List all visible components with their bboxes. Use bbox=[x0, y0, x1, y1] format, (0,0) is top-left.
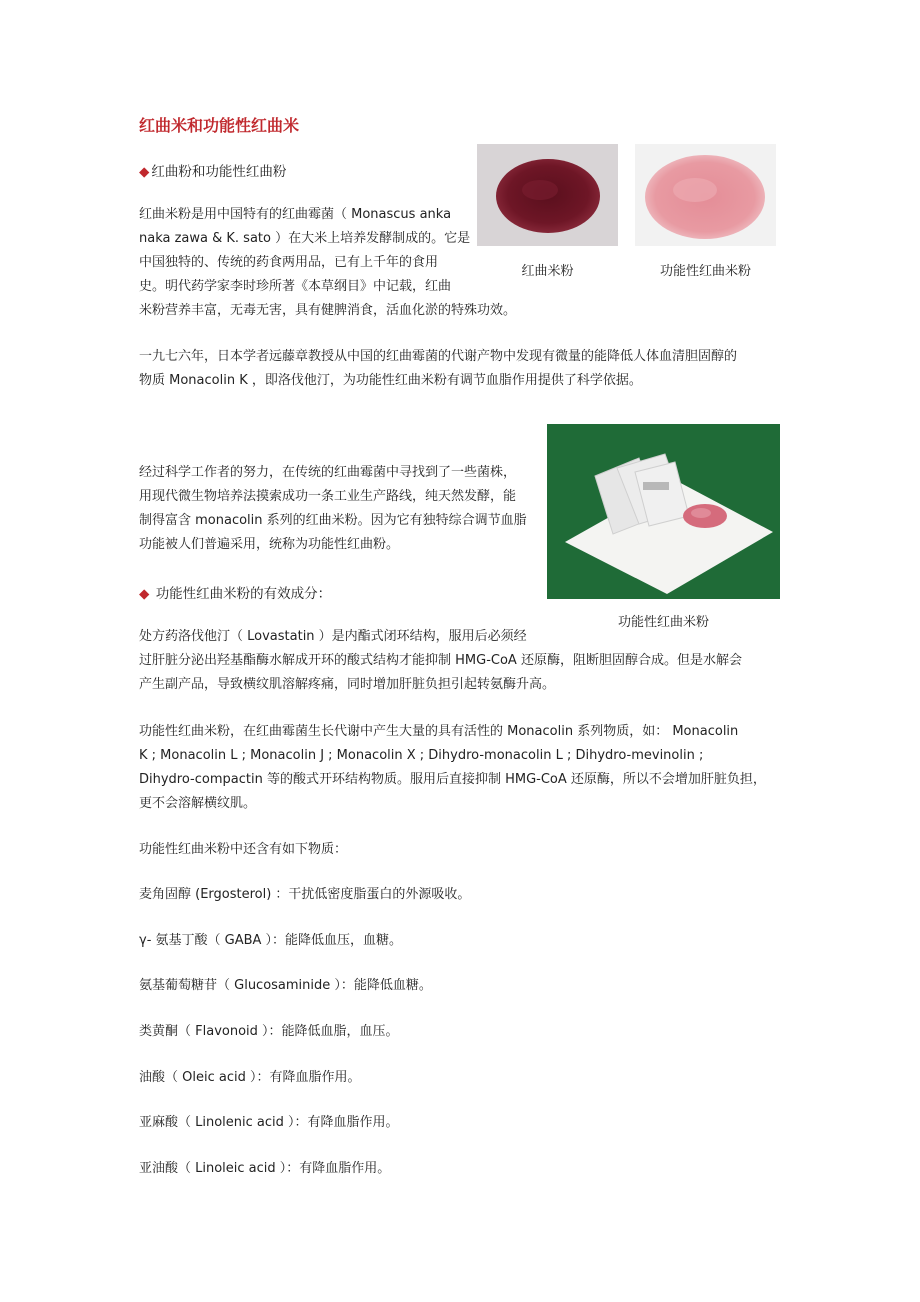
text-line: 功能被人们普遍采用，统称为功能性红曲粉。 bbox=[139, 537, 400, 552]
text-line: 处方药洛伐他汀（ Lovastatin ）是内酯式闭环结构，服用后必须经 bbox=[139, 629, 527, 644]
substance-item: 亚油酸（ Linoleic acid ）：有降血脂作用。 bbox=[139, 1161, 391, 1176]
paragraph-research bbox=[139, 461, 527, 557]
diamond-bullet-icon: ◆ bbox=[139, 164, 150, 180]
section-heading-text: 红曲粉和功能性红曲粉 bbox=[151, 164, 287, 180]
text-line: 产生副产品，导致横纹肌溶解疼痛，同时增加肝脏负担引起转氨酶升高。 bbox=[139, 677, 556, 692]
paragraph-1976-discovery bbox=[139, 345, 737, 393]
text-line: naka zawa & K. sato ）在大米上培养发酵制成的。它是 bbox=[139, 231, 471, 246]
substance-item: 类黄酮（ Flavonoid ）：能降低血脂，血压。 bbox=[139, 1024, 399, 1039]
text-line: 史。明代药学家李时珍所著《本草纲目》中记载，红曲 bbox=[139, 279, 452, 294]
text-line: 红曲米粉是用中国特有的红曲霉菌（ Monascus anka bbox=[139, 207, 452, 222]
page-title: 红曲米和功能性红曲米 bbox=[139, 116, 300, 135]
paragraph-lovastatin bbox=[139, 625, 742, 697]
text-line: 过肝脏分泌出羟基酯酶水解成开环的酸式结构才能抑制 HMG-CoA 还原酶，阻断胆固醇合成。但是水解会 bbox=[139, 653, 742, 668]
text-line: 制得富含 monacolin 系列的红曲米粉。因为它有独特综合调节血脂 bbox=[139, 513, 527, 528]
red-yeast-rice-powder-image bbox=[477, 144, 618, 246]
functional-powder-caption: 功能性红曲米粉 bbox=[659, 264, 751, 279]
text-line: 更不会溶解横纹肌。 bbox=[139, 796, 257, 811]
packets-caption: 功能性红曲米粉 bbox=[617, 615, 709, 630]
substance-item: 亚麻酸（ Linolenic acid ）：有降血脂作用。 bbox=[139, 1115, 399, 1130]
text-line: 物质 Monacolin K ，即洛伐他汀，为功能性红曲米粉有调节血脂作用提供了科学依据。 bbox=[139, 373, 642, 388]
text-line: 一九七六年，日本学者远藤章教授从中国的红曲霉菌的代谢产物中发现有微量的能降低人体血清胆固醇的 bbox=[139, 349, 738, 364]
substance-item: 油酸（ Oleic acid ）：有降血脂作用。 bbox=[139, 1070, 361, 1085]
text-line: 用现代微生物培养法摸索成功一条工业生产路线，纯天然发酵，能 bbox=[139, 489, 517, 504]
text-line: K ; Monacolin L ; Monacolin J ; Monacolin X ; Dihydro-monacolin L ; Dihydro-mevinolin ; bbox=[139, 748, 704, 763]
paragraph-monacolin bbox=[139, 720, 766, 816]
section-heading-ingredients bbox=[139, 582, 331, 602]
substance-item: 麦角固醇 (Ergosterol) ：干扰低密度脂蛋白的外源吸收。 bbox=[139, 887, 471, 902]
intro-paragraph bbox=[139, 203, 516, 323]
diamond-bullet-icon: ◆ bbox=[139, 586, 150, 602]
text-line: 功能性红曲米粉，在红曲霉菌生长代谢中产生大量的具有活性的 Monacolin 系列物质，如： Monacolin bbox=[139, 724, 739, 739]
text-line: 米粉营养丰富，无毒无害，具有健脾消食，活血化淤的特殊功效。 bbox=[139, 303, 517, 318]
functional-powder-packets-image bbox=[547, 424, 780, 599]
substance-item: γ- 氨基丁酸（ GABA ）：能降低血压，血糖。 bbox=[139, 933, 403, 948]
red-powder-caption: 红曲米粉 bbox=[521, 264, 574, 279]
text-line: Dihydro-compactin 等的酸式开环结构物质。服用后直接抑制 HMG-CoA 还原酶，所以不会增加肝脏负担， bbox=[139, 772, 766, 787]
functional-powder-image bbox=[635, 144, 776, 246]
section-heading-powders bbox=[139, 160, 286, 180]
also-contains-line: 功能性红曲米粉中还含有如下物质： bbox=[139, 842, 348, 857]
text-line: 中国独特的、传统的药食两用品，已有上千年的食用 bbox=[139, 255, 439, 270]
text-line: 经过科学工作者的努力，在传统的红曲霉菌中寻找到了一些菌株， bbox=[139, 465, 517, 480]
substance-item: 氨基葡萄糖苷（ Glucosaminide ）：能降低血糖。 bbox=[139, 978, 432, 993]
section-heading-text: 功能性红曲米粉的有效成分： bbox=[155, 586, 332, 602]
